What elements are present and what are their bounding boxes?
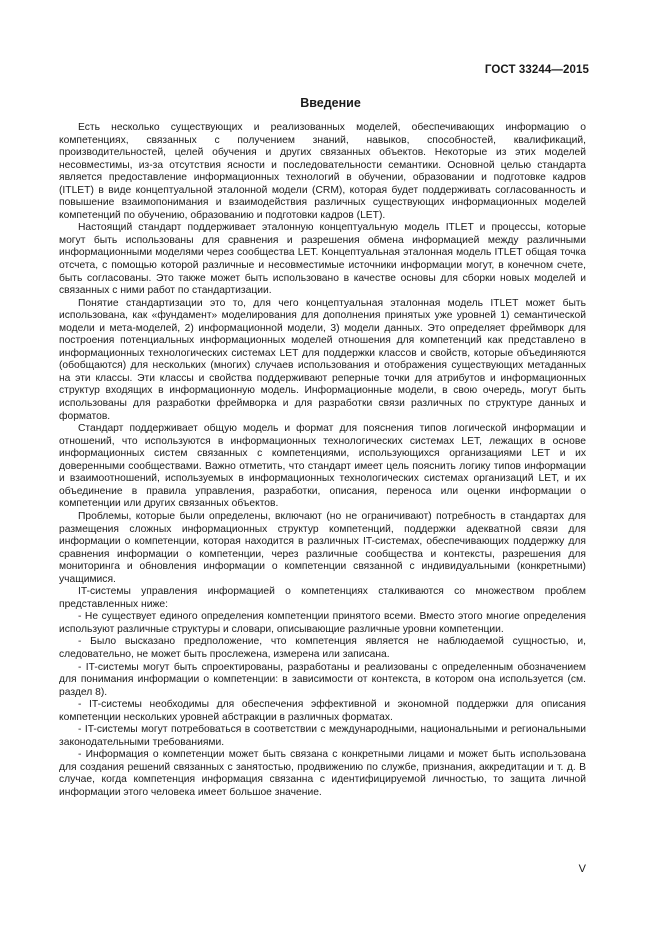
list-item: - Было высказано предположение, что компетенция является не наблюдаемой сущностью, и, следовательно, не может быть прослежена, измерена или записана.: [59, 636, 586, 660]
body-text: [59, 122, 586, 800]
list-item: - Не существует единого определения компетенции принятого всеми. Вместо этого многие определения используют различные структуры и словари, описывающие различные уровни компетенции.: [59, 611, 586, 635]
paragraph: Стандарт поддерживает общую модель и формат для пояснения типов логической информации и отношений, что используются в информационных технологических системах LET, лежащих в основе информационных систем связанных с компетенциями, использующихся организациями LET и их доверенными сообществами. Важно отметить, что стандарт имеет цель пояснить логику типов информации и взаимоотношений, используемых в информационных технологических системах организаций LET, и их объединение в правила управления, разработки, описания, переноса или оценки информации о компетенции или других связанных объектов.: [59, 423, 586, 510]
list-item: - Информация о компетенции может быть связана с конкретными лицами и может быть использована для создания решений связанных с занятостью, продвижению по службе, признания, аккредитации и т. д. В случае, когда компетенция информация связанна с идентифицируемой личностью, то защита личной информации этого человека имеет большое значение.: [59, 749, 586, 798]
list-item: - IT-системы могут потребоваться в соответствии с международными, национальными и региональными законодательными требованиями.: [59, 724, 586, 748]
list-item: - IT-системы могут быть спроектированы, разработаны и реализованы с определенным обозначением для понимания информации о компетенции: в зависимости от контекста, в котором она используется (см. раздел 8).: [59, 661, 586, 698]
page-number: V: [578, 863, 586, 875]
paragraph: Настоящий стандарт поддерживает эталонную концептуальную модель ITLET и процессы, которые могут быть использованы для сравнения и разрешения обмена информацией между различными информационными моделями через сообщества LET. Концептуальная эталонная модель ITLET общая точка отсчета, с помощью которой различные и несовместимые источники информации могут, в конечном счете, быть согласованы. Это также может быть использовано в качестве основы для сборки новых моделей и связанных с ними работ по стандартизации.: [59, 222, 586, 297]
paragraph: Понятие стандартизации это то, для чего концептуальная эталонная модель ITLET может быть использована, как «фундамент» моделирования для дополнения принятых уже уровней 1) семантической модели и мета-моделей, 2) информационной модели, 3) модели данных. Это определяет фреймворк для построения потенциальных информационных моделей отношения для компетенций как представлено в информационных технологических системах LET для поддержки классов и свойств, которые объединяются (обобщаются) для нескольких (многих) случаев использования и отображения существующих метаданных на эти классы. Эти классы и свойства поддерживают реперные точки для атрибутов и информационных структур входящих в информационную модель. Информационные модели, в свою очередь, могут быть использованы для разработки фреймворка и для разработки связи различных по структуре данных и форматов.: [59, 297, 586, 422]
standard-code-header: ГОСТ 33244—2015: [484, 64, 589, 76]
section-title: Введение: [300, 96, 361, 110]
list-item: - IT-системы необходимы для обеспечения эффективной и экономной поддержки для описания компетенции нескольких уровней абстракции в различных форматах.: [59, 699, 586, 723]
paragraph: Есть несколько существующих и реализованных моделей, обеспечивающих информацию о компетенциях, связанных с получением знаний, навыков, способностей, квалификаций, производительностей, целей обучения и других связанных объектов. Некоторые из этих моделей несовместимы, из-за отсутствия ясности и последовательности семантики. Основной целью стандарта является предоставление информационных технологий в обучении, образовании и подготовке кадров (ITLET) в виде концептуальной эталонной модели (CRM), которая будет поддерживать согласованность и повышение взаимопонимания и взаимодействия различных существующих информационных моделей компетенций по обучению, образованию и подготовки кадров (LET).: [59, 122, 586, 221]
paragraph: IT-системы управления информацией о компетенциях сталкиваются со множеством проблем представленных ниже:: [59, 586, 586, 610]
paragraph: Проблемы, которые были определены, включают (но не ограничивают) потребность в стандартах для размещения сложных информационных структур компетенций, поддержки адекватной связи для информации о компетенции, которая находится в различных IT-системах, обеспечивающих поддержку для сравнения информации о компетенции, через различные сообщества и контексты, разрешения для мониторинга и обновления информации о компетенции связанной с индивидуальными (конкретными) учащимися.: [59, 510, 586, 585]
